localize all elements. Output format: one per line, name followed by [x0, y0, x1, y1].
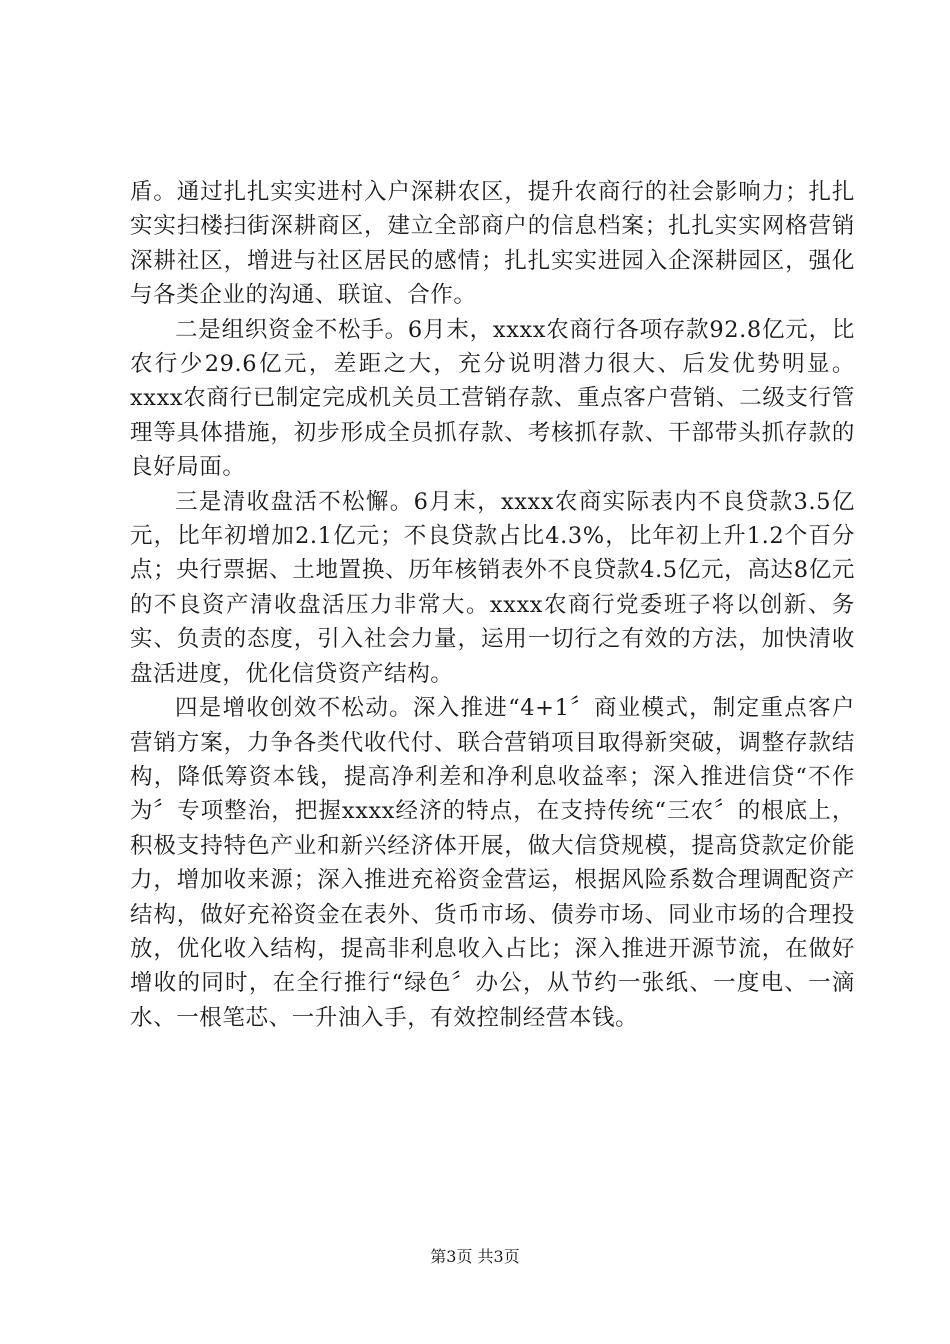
- paragraph-fundraising: 二是组织资金不松手。6月末，xxxx农商行各项存款92.8亿元，比农行少29.6亿元，差距之大，充分说明潜力很大、后发优势明显。xxxx农商行已制定完成机关员工营销存款、重点客户营销、二级支行管理等具体措施，初步形成全员抓存款、考核抓存款、干部带头抓存款的良好局面。: [130, 316, 855, 481]
- page-footer: 第3页 共3页: [430, 1247, 520, 1266]
- paragraph-revenue-growth: 四是增收创效不松动。深入推进“4+1〞商业模式，制定重点客户营销方案，力争各类代收代付、联合营销项目取得新突破，调整存款结构，降低筹资本钱，提高净利差和净利息收益率；深入推进信贷“不作为〞专项整治，把握xxxx经济的特点，在支持传统“三农〞的根底上，积极支持特色产业和新兴经济体开展，做大信贷规模，提高贷款定价能力，增加收来源；深入推进充裕资金营运，根据风险系数合理调配资产结构，做好充裕资金在表外、货币市场、债券市场、同业市场的合理投放，优化收入结构，提高非利息收入占比；深入推进开源节流，在做好增收的同时，在全行推行“绿色〞办公，从节约一张纸、一度电、一滴水、一根笔芯、一升油入手，有效控制经营本钱。: [130, 695, 855, 1031]
- paragraph-continuation: 盾。通过扎扎实实进村入户深耕农区，提升农商行的社会影响力；扎扎实实扫楼扫街深耕商区，建立全部商户的信息档案；扎扎实实网格营销深耕社区，增进与社区居民的感情；扎扎实实进园入企深耕园区，强化与各类企业的沟通、联谊、合作。: [130, 179, 855, 309]
- document-body: [130, 175, 855, 1035]
- paragraph-asset-recovery: 三是清收盘活不松懈。6月末，xxxx农商实际表内不良贷款3.5亿元，比年初增加2.1亿元；不良贷款占比4.3%，比年初上升1.2个百分点；央行票据、土地置换、历年核销表外不良贷款4.5亿元，高达8亿元的不良资产清收盘活压力非常大。xxxx农商行党委班子将以创新、务实、负责的态度，引入社会力量，运用一切行之有效的方法，加快清收盘活进度，优化信贷资产结构。: [130, 488, 855, 687]
